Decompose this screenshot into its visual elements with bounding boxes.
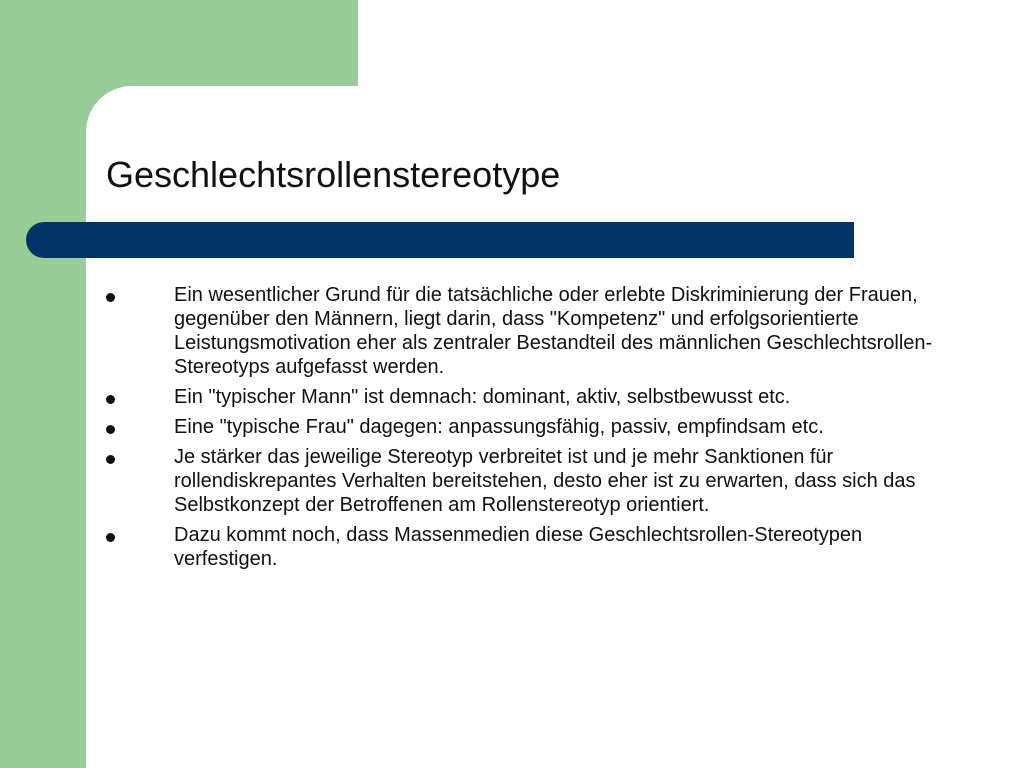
bullet-text: Ein "typischer Mann" ist demnach: dominant, aktiv, selbstbewusst etc. — [174, 386, 791, 408]
slide-title: Geschlechtsrollenstereotype — [106, 154, 561, 195]
list-item — [104, 385, 934, 409]
bullet-dot-icon — [106, 533, 115, 542]
title-underline-bar — [26, 222, 854, 258]
bullet-dot-icon — [106, 455, 115, 464]
bullet-dot-icon — [106, 395, 115, 404]
list-item — [104, 283, 934, 379]
bullet-dot-icon — [106, 425, 115, 434]
list-item — [104, 523, 934, 571]
bullet-list — [104, 283, 934, 577]
bullet-text: Ein wesentlicher Grund für die tatsächliche oder erlebte Diskriminierung der Frauen, gegenüber den Männern, liegt darin, dass "Kompetenz" und erfolgsorientierte Leistungsmotivation eher als zentraler Bestandteil des männlichen Geschlechtsrollen-Stereotyps aufgefasst werden. — [174, 284, 933, 378]
list-item — [104, 415, 934, 439]
bullet-dot-icon — [106, 293, 115, 302]
list-item — [104, 445, 934, 517]
bullet-text: Eine "typische Frau" dagegen: anpassungsfähig, passiv, empfindsam etc. — [174, 416, 824, 438]
bullet-text: Je stärker das jeweilige Stereotyp verbreitet ist und je mehr Sanktionen für rollendiskrepantes Verhalten bereitstehen, desto eher ist zu erwarten, dass sich das Selbstkonzept der Betroffenen am Rollenstereotyp orientiert. — [174, 446, 916, 516]
bullet-text: Dazu kommt noch, dass Massenmedien diese Geschlechtsrollen-Stereotypen verfestigen. — [174, 524, 863, 570]
